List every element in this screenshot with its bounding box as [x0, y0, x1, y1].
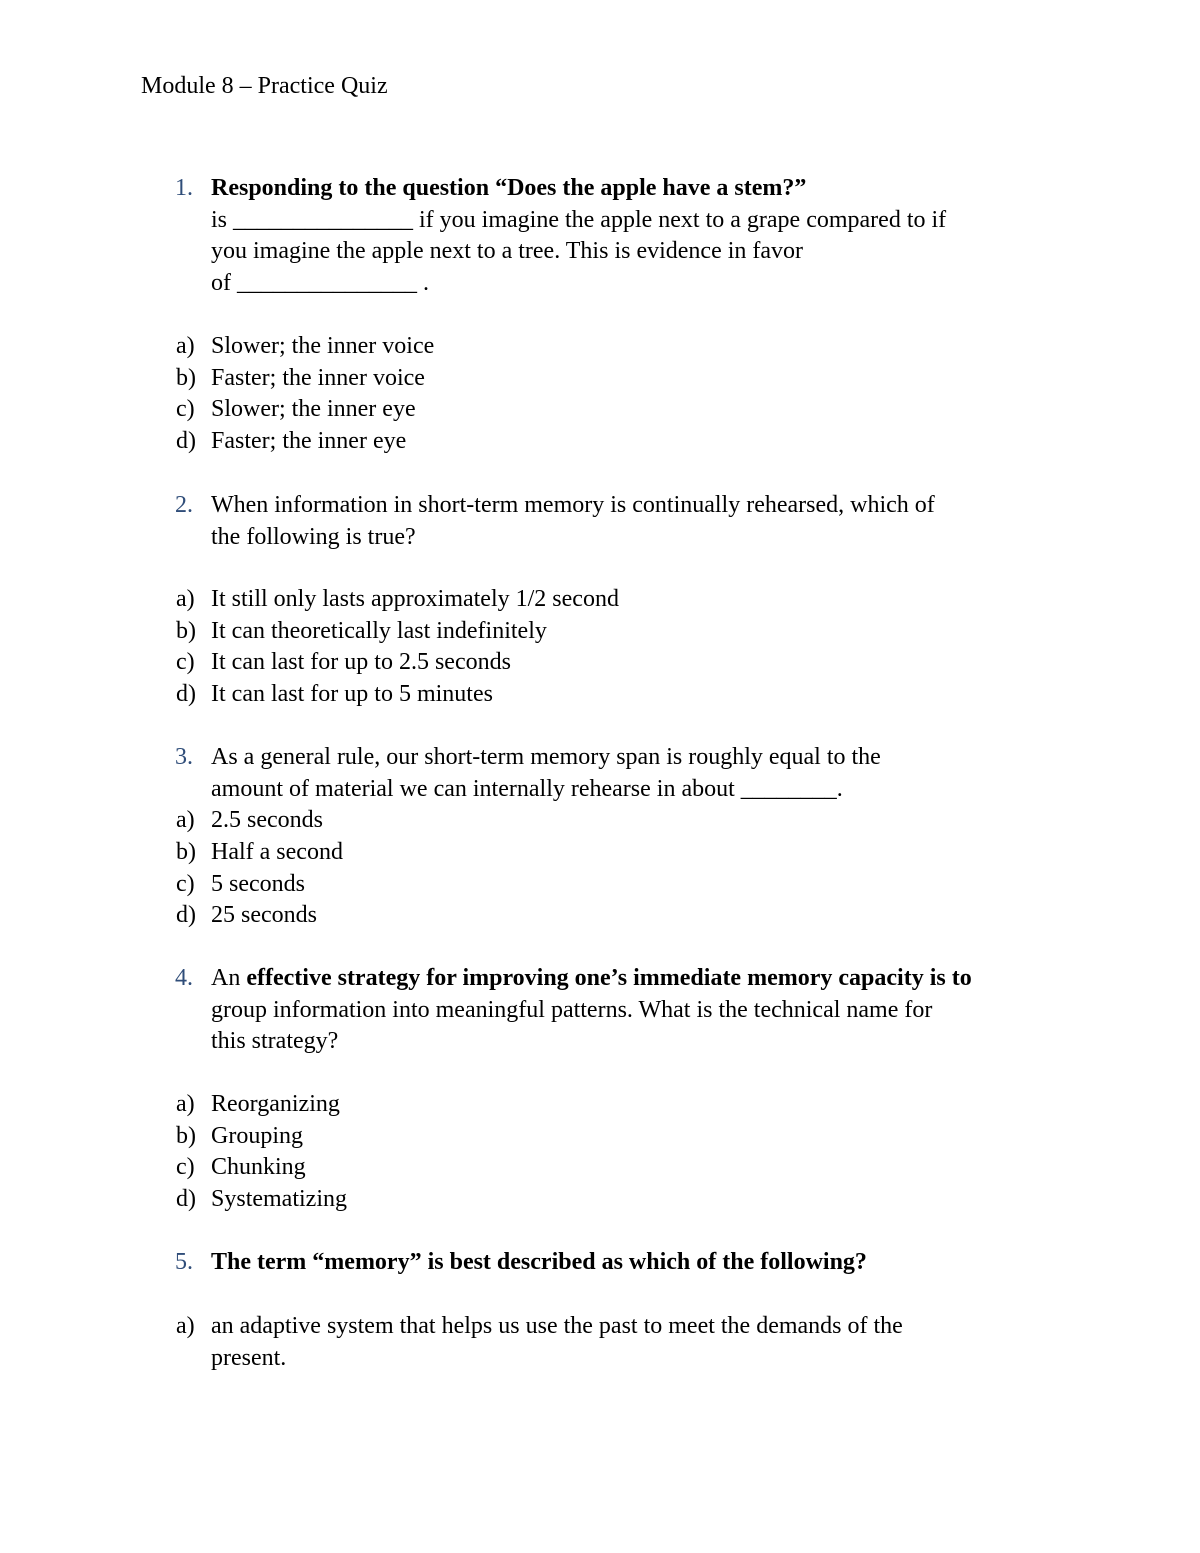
question-text — [211, 963, 972, 995]
question-stem-line — [0, 963, 1200, 995]
question-text: When information in short-term memory is continually rehearsed, which of — [211, 492, 935, 518]
answer-option — [0, 1152, 1200, 1184]
question-stem-line — [0, 205, 1200, 237]
question-stem-line — [0, 236, 1200, 268]
question-text: this strategy? — [211, 1028, 339, 1055]
answer-option — [0, 647, 1200, 679]
option-letter: b) — [176, 617, 196, 644]
options-2 — [0, 584, 1200, 711]
answer-option — [0, 584, 1200, 616]
option-text: It can last for up to 2.5 seconds — [211, 649, 511, 676]
option-text: Chunking — [211, 1154, 306, 1181]
question-number: 1. — [175, 175, 193, 201]
question-text: is _______________ if you imagine the apple next to a grape compared to if — [211, 206, 947, 233]
answer-option-continuation — [0, 1343, 1200, 1375]
option-letter: a) — [176, 807, 195, 834]
question-stem-line — [0, 995, 1200, 1027]
option-text: Slower; the inner voice — [211, 333, 435, 359]
option-text: It still only lasts approximately 1/2 second — [211, 586, 619, 612]
option-letter: b) — [176, 364, 196, 391]
option-letter: a) — [176, 333, 195, 359]
answer-option — [0, 1089, 1200, 1121]
question-number: 4. — [175, 965, 193, 991]
answer-option — [0, 1311, 1200, 1343]
question-stem-line — [0, 490, 1200, 522]
option-letter: a) — [176, 1091, 195, 1117]
option-letter: b) — [176, 839, 196, 866]
options-4 — [0, 1089, 1200, 1216]
question-3 — [0, 742, 1200, 932]
option-text: 25 seconds — [211, 902, 317, 929]
option-text: It can theoretically last indefinitely — [211, 617, 547, 644]
option-text: Faster; the inner eye — [211, 428, 407, 455]
option-text: 5 seconds — [211, 870, 305, 897]
option-text: Grouping — [211, 1122, 303, 1149]
question-stem-line — [0, 522, 1200, 554]
answer-option — [0, 394, 1200, 426]
question-stem-line — [0, 173, 1200, 205]
answer-option — [0, 426, 1200, 458]
question-stem-line — [0, 774, 1200, 806]
question-stem-line — [0, 1026, 1200, 1058]
question-text-plain: An — [211, 965, 247, 991]
option-letter: c) — [176, 1154, 195, 1181]
option-text: Slower; the inner eye — [211, 396, 416, 423]
option-text: an adaptive system that helps us use the past to meet the demands of the — [211, 1313, 903, 1339]
option-text: present. — [211, 1344, 287, 1371]
question-text: Responding to the question “Does the apple have a stem?” — [211, 175, 807, 201]
option-letter: d) — [176, 1186, 196, 1213]
question-number: 3. — [175, 744, 193, 770]
answer-option — [0, 900, 1200, 932]
question-5 — [0, 1247, 1200, 1279]
answer-option — [0, 805, 1200, 837]
question-text: group information into meaningful patterns. What is the technical name for — [211, 996, 933, 1023]
option-letter: b) — [176, 1122, 196, 1149]
option-letter: a) — [176, 1313, 195, 1339]
question-text: the following is true? — [211, 523, 416, 550]
option-text: Reorganizing — [211, 1091, 340, 1117]
answer-option — [0, 869, 1200, 901]
options-1 — [0, 331, 1200, 458]
answer-option — [0, 679, 1200, 711]
question-text-bold: effective strategy for improving one’s immediate memory capacity is to — [246, 965, 972, 991]
answer-option — [0, 331, 1200, 363]
question-number: 5. — [175, 1249, 193, 1275]
question-text: The term “memory” is best described as which of the following? — [211, 1249, 867, 1275]
question-stem-line — [0, 268, 1200, 300]
option-text: Faster; the inner voice — [211, 364, 425, 391]
question-text: As a general rule, our short-term memory span is roughly equal to the — [211, 744, 881, 770]
question-stem-line — [0, 742, 1200, 774]
option-letter: c) — [176, 396, 195, 423]
question-4 — [0, 963, 1200, 1058]
options-5 — [0, 1311, 1200, 1374]
page-title: Module 8 – Practice Quiz — [141, 73, 388, 99]
question-text: of _______________ . — [211, 270, 429, 297]
question-text: amount of material we can internally rehearse in about ________. — [211, 775, 843, 802]
answer-option — [0, 1184, 1200, 1216]
option-letter: c) — [176, 649, 195, 676]
answer-option — [0, 1121, 1200, 1153]
option-text: Systematizing — [211, 1186, 347, 1213]
option-text: It can last for up to 5 minutes — [211, 681, 493, 708]
question-2 — [0, 490, 1200, 553]
option-letter: c) — [176, 870, 195, 897]
option-letter: d) — [176, 681, 196, 708]
option-letter: d) — [176, 428, 196, 455]
question-text: you imagine the apple next to a tree. This is evidence in favor — [211, 238, 804, 265]
answer-option — [0, 837, 1200, 869]
question-number: 2. — [175, 492, 193, 518]
answer-option — [0, 616, 1200, 648]
option-letter: d) — [176, 902, 196, 929]
question-1 — [0, 173, 1200, 300]
option-text: Half a second — [211, 839, 343, 866]
option-text: 2.5 seconds — [211, 807, 323, 834]
answer-option — [0, 363, 1200, 395]
question-stem-line — [0, 1247, 1200, 1279]
option-letter: a) — [176, 586, 195, 612]
